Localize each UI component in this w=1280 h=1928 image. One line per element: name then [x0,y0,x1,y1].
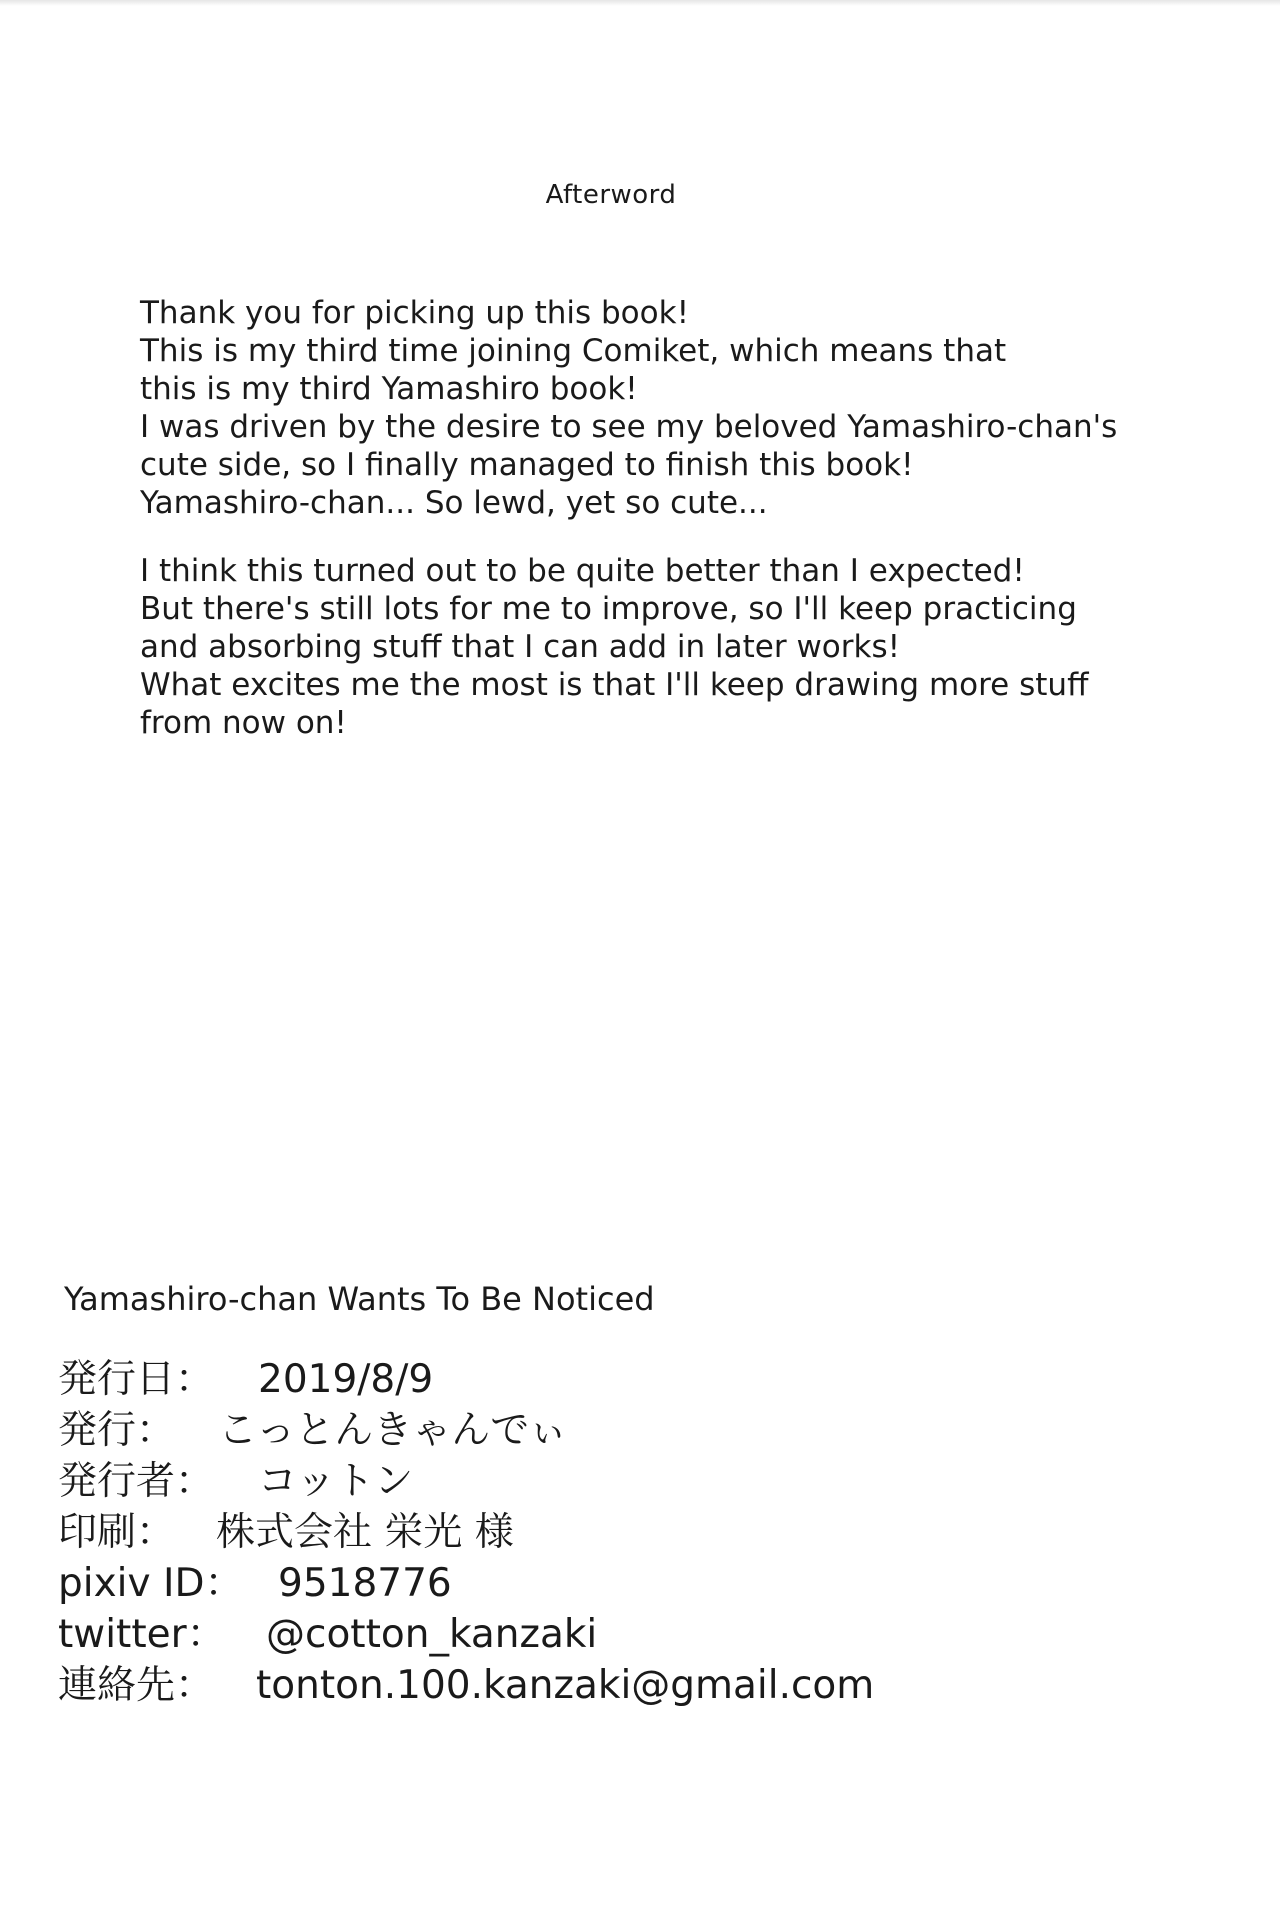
colophon-label: 発行： [58,1408,176,1453]
colophon-row-pixiv [58,1558,958,1609]
colophon-value: @cotton_kanzaki [266,1612,598,1657]
colophon-value: 9518776 [278,1561,452,1606]
text-line: cute side, so I finally managed to finish this book! [140,447,914,483]
text-line: This is my third time joining Comiket, which means that [140,333,1007,369]
afterword-paragraph-2 [140,552,1180,742]
scan-edge-shadow [0,0,1280,6]
text-line: I was driven by the desire to see my beloved Yamashiro-chan's [140,409,1118,445]
text-line: What excites me the most is that I'll keep drawing more stuff [140,667,1089,703]
text-line: Thank you for picking up this book! [140,295,689,331]
book-title: Yamashiro-chan Wants To Be Noticed [64,1280,655,1318]
colophon-value: コットン [258,1459,414,1504]
colophon-label: 発行日： [58,1357,215,1402]
colophon-label: 連絡先： [58,1663,215,1708]
text-line: this is my third Yamashiro book! [140,371,638,407]
colophon-row-twitter [58,1609,958,1660]
colophon-value: こっとんきゃんでぃ [218,1408,568,1453]
text-line: But there's still lots for me to improve, so I'll keep practicing [140,591,1077,627]
colophon-row-publisher [58,1456,958,1507]
colophon-label: 発行者： [58,1459,215,1504]
colophon-label: twitter： [58,1612,226,1657]
colophon-label: 印刷： [58,1510,176,1555]
text-line: and absorbing stuff that I can add in later works! [140,629,901,665]
afterword-paragraph-1 [140,294,1180,522]
text-line: Yamashiro-chan... So lewd, yet so cute... [140,485,768,521]
text-line: from now on! [140,705,347,741]
colophon-value: 株式会社 栄光 様 [216,1510,514,1555]
colophon-row-contact [58,1660,958,1711]
colophon-row-printer [58,1507,958,1558]
colophon-label: pixiv ID： [58,1561,244,1606]
colophon-value: tonton.100.kanzaki@gmail.com [256,1663,875,1708]
colophon-value: 2019/8/9 [258,1357,434,1402]
colophon-row-circle [58,1405,958,1456]
afterword-heading: Afterword [545,180,677,210]
colophon-row-publish-date [58,1354,958,1405]
text-line: I think this turned out to be quite better than I expected! [140,553,1025,589]
colophon [58,1354,958,1711]
